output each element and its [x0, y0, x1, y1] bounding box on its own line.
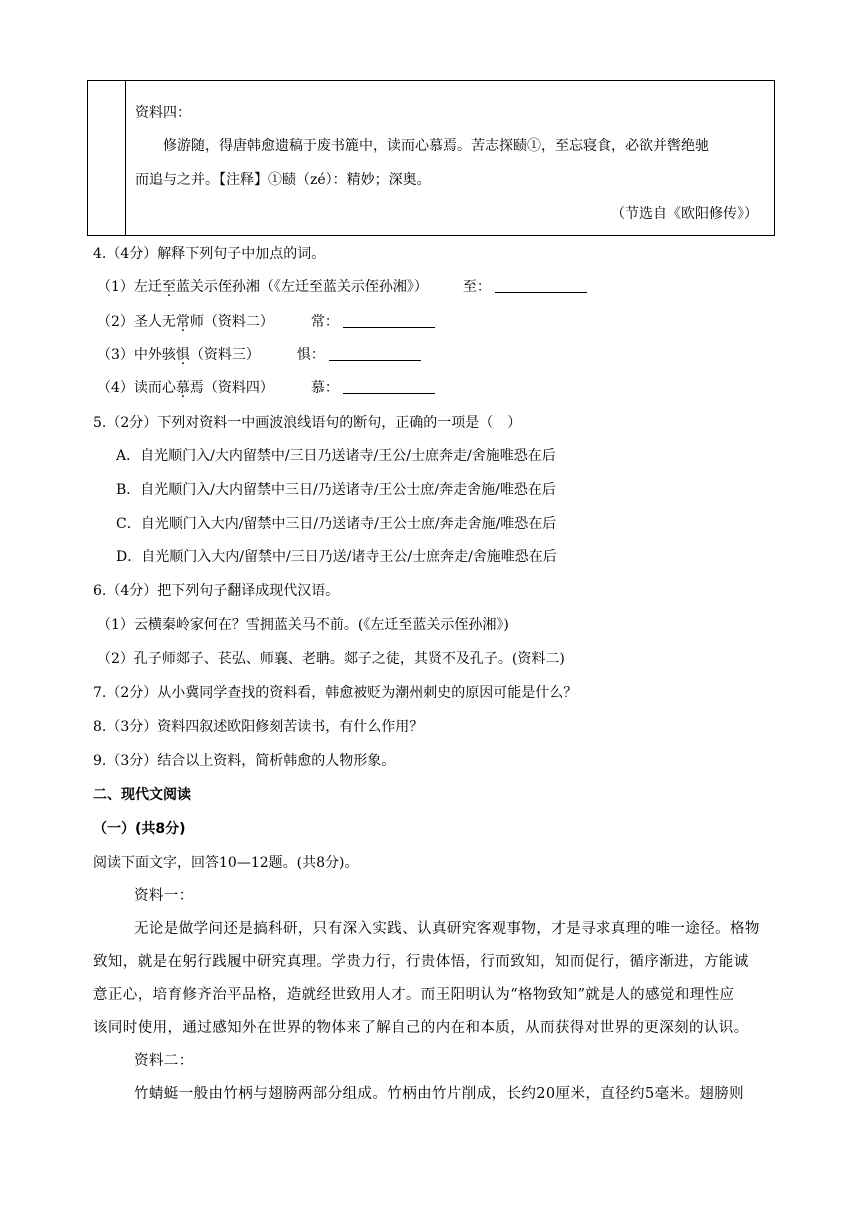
q4-item-4-answer-blank[interactable]	[343, 379, 435, 394]
q6-item-1: （1）云横秦岭家何在？雪拥蓝关马不前。(《左迁至蓝关示侄孙湘》)	[97, 617, 509, 633]
material-two-line-1: 竹蜻蜓一般由竹柄与翅膀两部分组成。竹柄由竹片削成，长约20厘米，直径约5毫米。翅膀则	[134, 1086, 744, 1102]
q4-item-4-dotted-word: 慕	[175, 380, 190, 396]
q8-stem: 8.（3分）资料四叙述欧阳修刻苦读书，有什么作用？	[93, 719, 424, 735]
section-two-subtitle: （一）(共8分)	[93, 821, 186, 837]
q6-item-2: （2）孔子师郯子、苌弘、师襄、老聃。郯子之徒，其贤不及孔子。(资料二)	[97, 651, 565, 667]
q9-stem: 9.（3分）结合以上资料，简析韩愈的人物形象。	[93, 753, 396, 769]
q5-stem: 5.（2分）下列对资料一中画波浪线语句的断句，正确的一项是（ ）	[93, 415, 522, 431]
material-one-line-2: 致知，就是在躬行践履中研究真理。学贵力行，行贵体悟，行而致知，知而促行，循序渐进，方能诚	[93, 954, 749, 970]
box-line-2: 而追与之并。【注释】①赜（zé）：精妙；深奥。	[135, 172, 431, 188]
section-two-title: 二、现代文阅读	[93, 787, 191, 803]
q6-stem: 6.（4分）把下列句子翻译成现代汉语。	[93, 583, 340, 599]
q4-item-1-answer-blank[interactable]	[495, 278, 587, 293]
q4-stem: 4.（4分）解释下列句子中加点的词。	[93, 246, 326, 262]
q5-option-b[interactable]: B．自光顺门入/大内留禁中三日/乃送诸寺/王公士庶/奔走舍施/唯恐在后	[116, 482, 556, 498]
material-four-box	[87, 80, 775, 236]
q4-item-2-label: 常：	[310, 314, 339, 330]
q5-option-c[interactable]: C．自光顺门入大内/留禁中三日/乃送诸寺/王公士庶/奔走舍施/唯恐在后	[116, 516, 557, 532]
section-two-intro: 阅读下面文字，回答10—12题。(共8分)。	[93, 855, 359, 871]
material-two-heading: 资料二：	[134, 1053, 194, 1069]
q4-item-3-answer-blank[interactable]	[329, 346, 421, 361]
q4-item-1-label: 至：	[462, 279, 491, 295]
q4-item-4-label: 慕：	[310, 380, 339, 396]
material-one-line-4: 该同时使用，通过感知外在世界的物体来了解自己的内在和本质，从而获得对世界的更深刻的认识。	[93, 1020, 749, 1036]
material-one-line-1: 无论是做学问还是搞科研，只有深入实践、认真研究客观事物，才是寻求真理的唯一途径。格物	[134, 921, 760, 937]
box-line-1: 修游随，得唐韩愈遗稿于废书簏中，读而心慕焉。苦志探赜①，至忘寝食，必欲并辔绝驰	[163, 138, 709, 154]
q4-item-1: （1）左迁至蓝关示侄孙湘（《左迁至蓝关示侄孙湘》） 至：	[97, 277, 587, 297]
material-one-heading: 资料一：	[134, 888, 194, 904]
box-source: （节选自《欧阳修传》）	[611, 206, 758, 222]
box-left-column	[88, 81, 126, 235]
q4-item-3-label: 惧：	[296, 347, 325, 363]
material-one-line-3: 意正心，培育修齐治平品格，造就经世致用人才。而王阳明认为“格物致知”就是人的感觉和理性应	[93, 987, 735, 1003]
q5-option-a[interactable]: A．自光顺门入/大内留禁中/三日乃送诸寺/王公/士庶奔走/舍施唯恐在后	[116, 448, 556, 464]
q4-item-3: （3）中外骇惧（资料三） 惧：	[97, 345, 421, 365]
box-heading: 资料四：	[135, 105, 191, 121]
q4-item-2-dotted-word: 常	[175, 314, 190, 330]
q4-item-3-dotted-word: 惧	[175, 347, 190, 363]
q4-item-4: （4）读而心慕焉（资料四） 慕：	[97, 378, 435, 398]
q4-item-2-answer-blank[interactable]	[343, 313, 435, 328]
q4-item-2: （2）圣人无常师（资料二） 常：	[97, 312, 435, 332]
q4-item-1-dotted-word: 至	[161, 279, 176, 295]
q7-stem: 7.（2分）从小冀同学查找的资料看，韩愈被贬为潮州刺史的原因可能是什么？	[93, 685, 578, 701]
q5-option-d[interactable]: D．自光顺门入大内/留禁中/三日乃送/诸寺王公/士庶奔走/舍施唯恐在后	[116, 549, 557, 565]
